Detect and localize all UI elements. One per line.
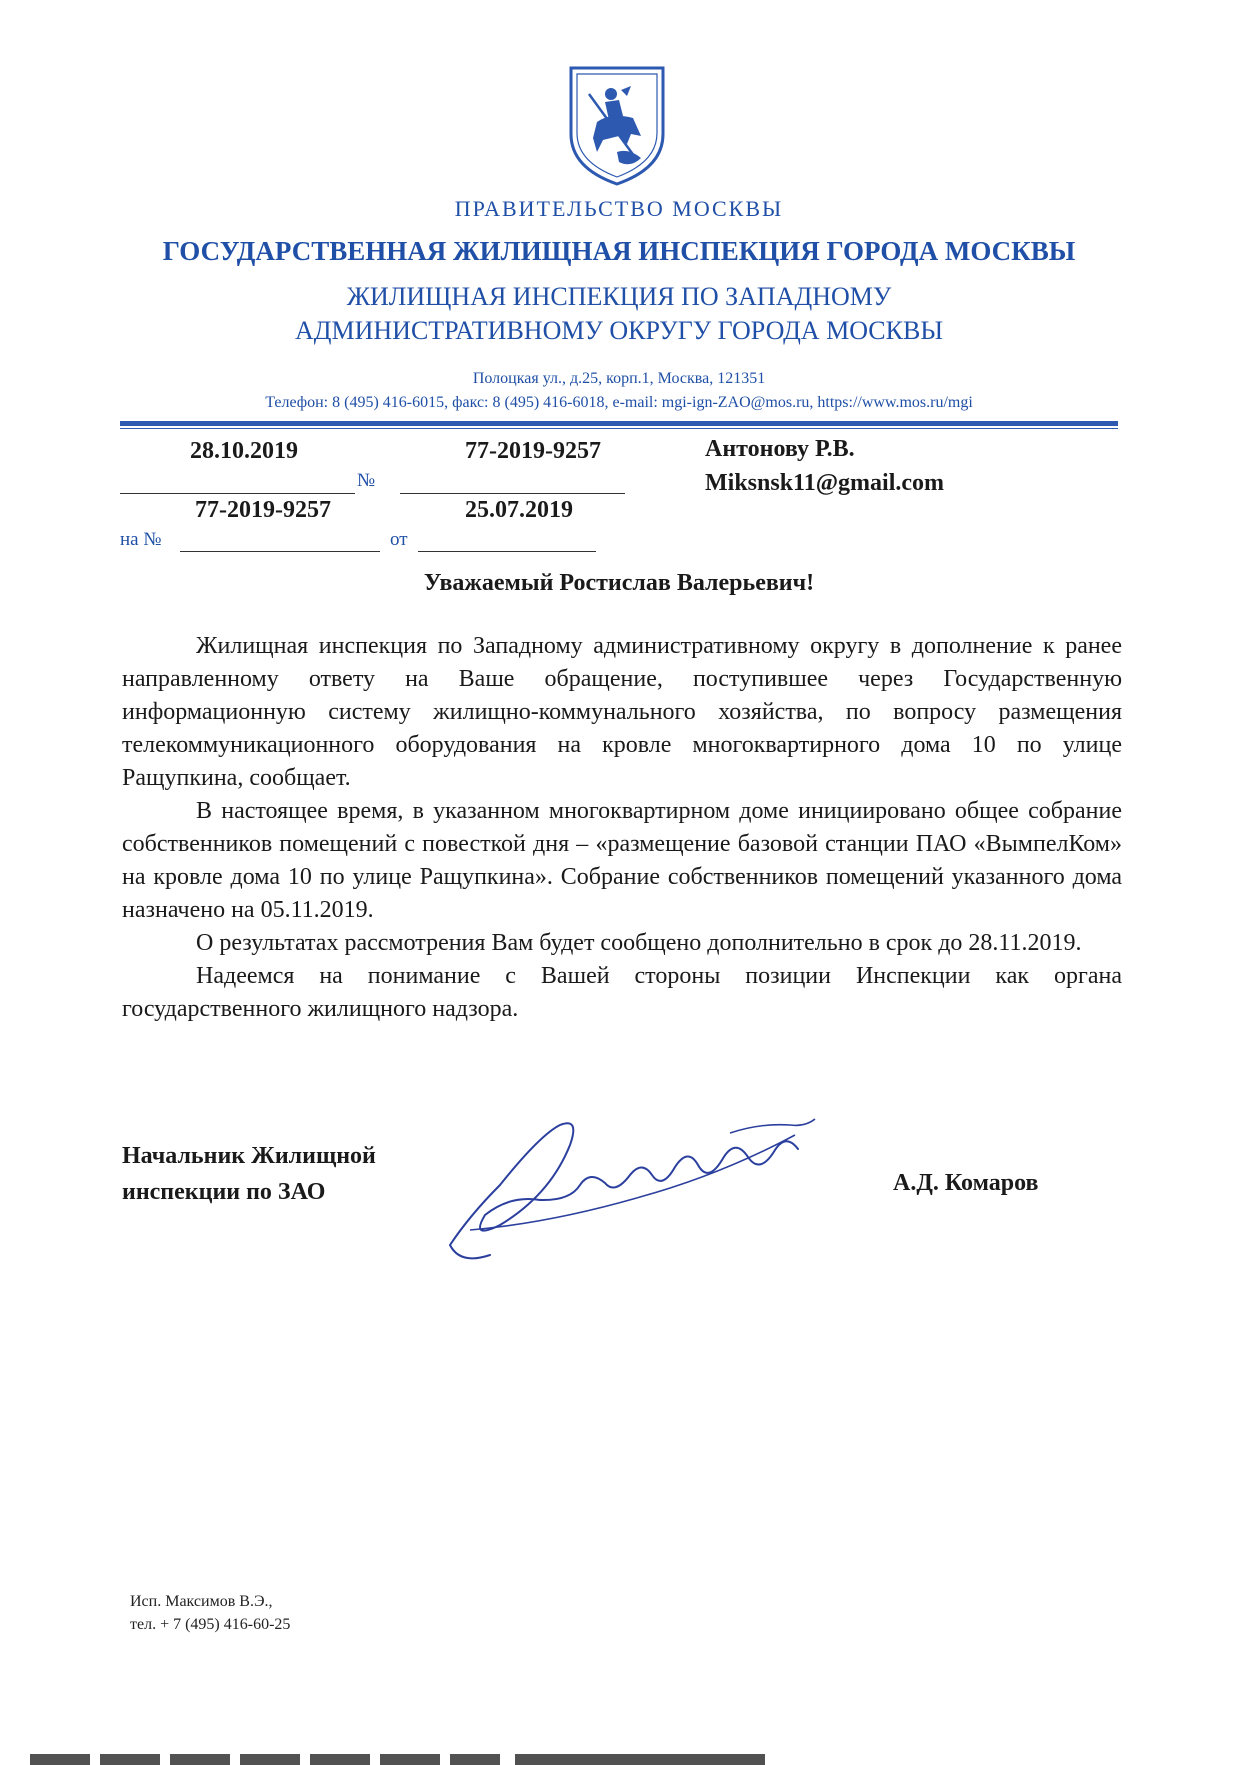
executor-info (130, 1590, 290, 1636)
reply-to-number: 77-2019-9257 (195, 497, 331, 523)
postal-address: Полоцкая ул., д.25, корп.1, Москва, 121351 (472, 370, 766, 387)
letter-number: 77-2019-9257 (465, 438, 601, 464)
scan-artifact-bar-2 (515, 1754, 765, 1765)
addressee-name: Антонову Р.В. (705, 436, 855, 462)
body-paragraph-2: В настоящее время, в указанном многоквартирном доме инициировано общее собрание собственников помещений с повесткой дня – «размещение базовой станции ПАО «ВымпелКом» на кровле дома 10 по улице Ращупкина». Собрание собственников помещений указанного дома назначено на 05.11.2019. (122, 798, 1122, 923)
from-label: от (390, 529, 408, 550)
contact-details: Телефон: 8 (495) 416-6015, факс: 8 (495) 416-6018, e-mail: mgi-ign-ZAO@mos.ru, https://www.mos.ru/mgi (265, 394, 973, 411)
district-title-line2: АДМИНИСТРАТИВНОМУ ОКРУГУ ГОРОДА МОСКВЫ (294, 316, 943, 345)
reply-date-underline (418, 551, 596, 552)
number-underline (400, 493, 625, 494)
executor-phone: тел. + 7 (495) 416-60-25 (130, 1616, 291, 1633)
reply-to-label: на № (120, 529, 162, 550)
government-title: ПРАВИТЕЛЬСТВО МОСКВЫ (454, 196, 784, 221)
body-paragraph-4: Надеемся на понимание с Вашей стороны позиции Инспекции как органа государственного жилищного надзора. (122, 963, 1122, 1022)
header-divider (120, 421, 1118, 426)
salutation: Уважаемый Ростислав Валерьевич! (423, 570, 815, 596)
reply-to-date: 25.07.2019 (465, 497, 573, 523)
district-title-line1: ЖИЛИЩНАЯ ИНСПЕКЦИЯ ПО ЗАПАДНОМУ (346, 282, 892, 311)
body-paragraph-1: Жилищная инспекция по Западному административному округу в дополнение к ранее направленному ответу на Ваше обращение, поступившее через Государственную информационную систему жилищно-коммунального хозяйства, по вопросу размещения телекоммуникационного оборудования на кровле многоквартирного дома 10 по улице Ращупкина, сообщает. (122, 633, 1122, 791)
scan-artifact-bar (30, 1754, 500, 1765)
date-underline (120, 493, 355, 494)
header-divider-thin (120, 428, 1118, 429)
signatory-title (122, 1138, 376, 1210)
executor-name: Исп. Максимов В.Э., (130, 1593, 273, 1610)
reply-number-underline (180, 551, 380, 552)
moscow-coat-of-arms-icon (567, 64, 667, 188)
body-paragraph-3: О результатах рассмотрения Вам будет сообщено дополнительно в срок до 28.11.2019. (196, 930, 1082, 956)
signatory-name: А.Д. Комаров (893, 1170, 1039, 1196)
number-label: № (357, 470, 376, 491)
inspection-title: ГОСУДАРСТВЕННАЯ ЖИЛИЩНАЯ ИНСПЕКЦИЯ ГОРОДА МОСКВЫ (162, 236, 1076, 266)
handwritten-signature (430, 1105, 900, 1265)
letter-body (122, 630, 1122, 1026)
signatory-title-line2: инспекции по ЗАО (122, 1179, 326, 1205)
addressee-email: Miksnsk11@gmail.com (705, 470, 945, 496)
signatory-title-line1: Начальник Жилищной (122, 1143, 376, 1169)
letter-date: 28.10.2019 (190, 438, 298, 464)
